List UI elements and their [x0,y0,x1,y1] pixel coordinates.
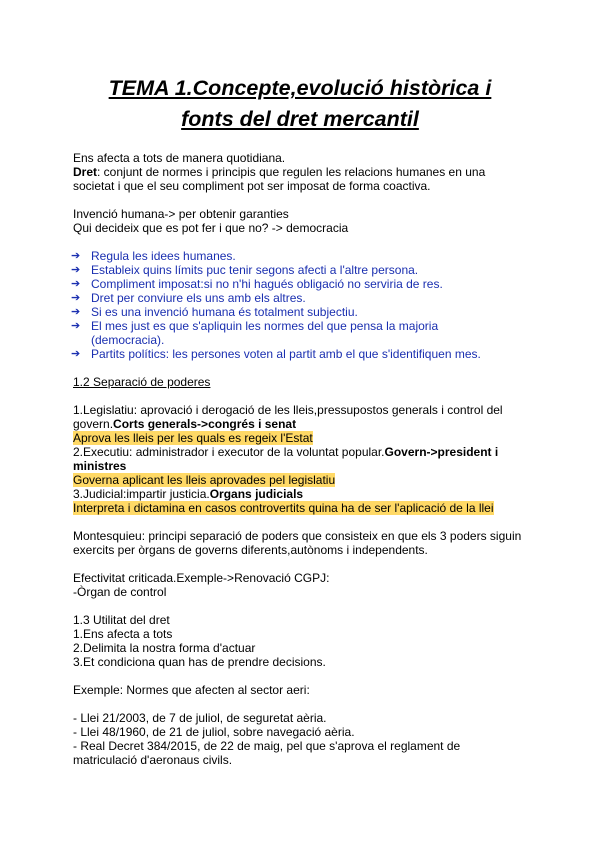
dret-definition-cont: societat i que el seu compliment pot ser imposat de forma coactiva. [73,179,431,193]
list-item: ➔ Si es una invenció humana és totalment subjectiu. [71,305,358,319]
document-title-line-1: TEMA 1.Concepte,evolució històrica i [108,76,492,100]
list-item: ➔ Estableix quins límits puc tenir segons afecti a l'altre persona. [71,263,419,277]
list-item: ➔ Partits polítics: les persones voten al partit amb el que s'identifiquen mes. [71,347,481,361]
judicial-line: 3.Judicial:impartir justicia.Organs judicials [73,487,304,501]
utilitat-item: 3.Et condiciona quan has de prendre decisions. [73,655,326,669]
list-item: ➔ Compliment imposat:si no n'hi hagués obligació no serviria de res. [71,277,443,291]
dret-term: Dret [73,165,98,179]
example-item: - Llei 21/2003, de 7 de juliol, de seguretat aèria. [73,711,327,725]
arrow-right-icon: ➔ [71,320,81,332]
legislatiu-line-2: govern.Corts generals->congrés i senat [73,417,297,431]
dret-definition: : conjunt de normes i principis que regulen les relacions humanes en una [97,165,486,179]
list-item: ➔ El mes just es que s'apliquin les normes del que pensa la majoria [71,319,439,333]
section-heading-1-2: 1.2 Separació de poderes [73,375,211,389]
efectivitat-line: Efectivitat criticada.Exemple->Renovació CGPJ: [73,571,330,585]
montesquieu-line-2: exercits per òrgans de governs diferents,autònoms i independents. [73,543,428,557]
govern-president: Govern->president i [384,445,499,459]
document-title-line-2: fonts del dret mercantil [181,107,419,131]
list-item: ➔ Dret per conviure els uns amb els altres. [71,291,306,305]
example-item: - Llei 48/1960, de 21 de juliol, sobre navegació aèria. [73,725,355,739]
arrow-right-icon: ➔ [71,264,81,276]
dret-definition-line [73,165,485,179]
list-item-continuation: (democracia). [91,333,165,347]
arrow-right-icon: ➔ [71,306,81,318]
arrow-right-icon: ➔ [71,348,81,360]
list-item: ➔ Regula les idees humanes. [71,249,236,263]
utilitat-item: 1.Ens afecta a tots [73,627,173,641]
invention-line: Invenció humana-> per obtenir garanties [73,207,289,221]
example-heading: Exemple: Normes que afecten al sector aeri: [73,683,310,697]
executiu-line-2: ministres [73,459,127,473]
arrow-right-icon: ➔ [71,278,81,290]
arrow-right-icon: ➔ [71,292,81,304]
montesquieu-line: Montesquieu: principi separació de poders que consisteix en que els 3 poders siguin [73,529,522,543]
arrow-right-icon: ➔ [71,250,81,262]
executiu-line: 2.Executiu: administrador i executor de la voluntat popular.Govern->president i [73,445,499,459]
organ-control-line: -Òrgan de control [73,585,167,599]
legislatiu-highlight: Aprova les lleis per les quals es regeix l'Estat [73,431,313,445]
utilitat-item: 2.Delimita la nostra forma d'actuar [73,641,256,655]
example-item-continuation: matriculació d'aeronaus civils. [73,753,233,767]
judicial-highlight: Interpreta i dictamina en casos controvertits quina ha de ser l'aplicació de la llei [73,501,494,515]
corts-generals: Corts generals->congrés i senat [113,417,297,431]
legislatiu-line: 1.Legislatiu: aprovació i derogació de les lleis,pressupostos generals i control del [73,403,503,417]
section-heading-1-3: 1.3 Utilitat del dret [73,613,170,627]
organs-judicials: Organs judicials [209,487,304,501]
intro-line: Ens afecta a tots de manera quotidiana. [73,151,286,165]
executiu-highlight: Governa aplicant les lleis aprovades pel legislatiu [73,473,336,487]
question-line: Qui decideix que es pot fer i que no? -> democracia [73,221,349,235]
example-item: - Real Decret 384/2015, de 22 de maig, pel que s'aprova el reglament de [73,739,461,753]
